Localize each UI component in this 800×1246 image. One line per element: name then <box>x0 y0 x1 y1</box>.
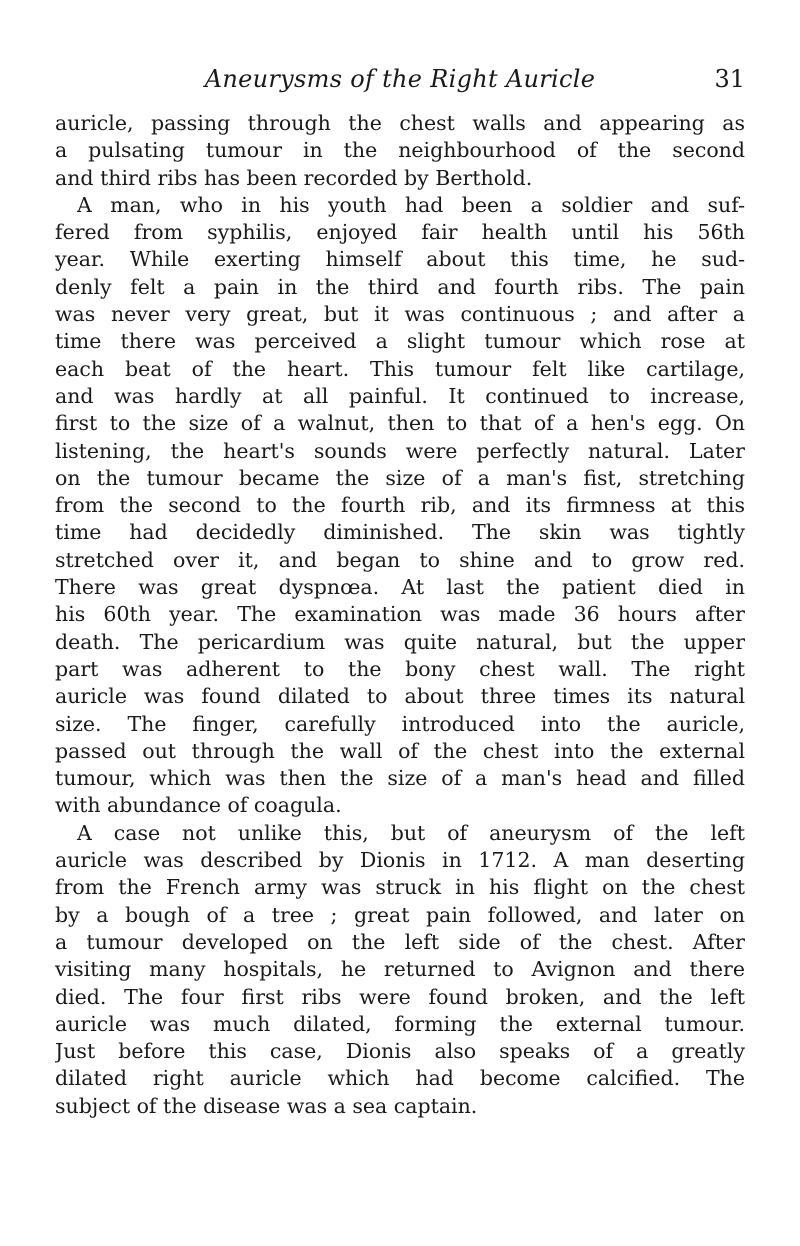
text-line: visiting many hospitals, he returned to Avignon and there <box>55 957 745 982</box>
text-line: and was hardly at all painful. It continued to increase, <box>55 383 745 408</box>
text-line: first to the size of a walnut, then to that of a hen's egg. On <box>55 411 745 436</box>
text-line: tumour, which was then the size of a man's head and filled <box>55 766 745 791</box>
paragraph <box>55 192 745 820</box>
text-line: subject of the disease was a sea captain. <box>55 1093 478 1118</box>
text-line: dilated right auricle which had become calcified. The <box>55 1066 745 1091</box>
text-line: auricle was much dilated, forming the external tumour. <box>55 1011 745 1036</box>
page-number: 31 <box>714 65 745 93</box>
text-line: a tumour developed on the left side of the chest. After <box>55 929 745 954</box>
running-head <box>55 62 745 96</box>
text-line: passed out through the wall of the chest into the external <box>55 738 745 763</box>
text-line: fered from syphilis, enjoyed fair health until his 56th <box>55 220 745 245</box>
text-line: and third ribs has been recorded by Berthold. <box>55 165 533 190</box>
text-line: denly felt a pain in the third and fourth ribs. The pain <box>55 274 745 299</box>
running-title: Aneurysms of the Right Auricle <box>204 65 596 93</box>
text-line: his 60th year. The examination was made 36 hours after <box>55 602 745 627</box>
text-line: auricle was described by Dionis in 1712. A man deserting <box>55 848 745 873</box>
text-line: with abundance of coagula. <box>55 793 342 818</box>
text-line: listening, the heart's sounds were perfectly natural. Later <box>55 438 745 463</box>
text-line: each beat of the heart. This tumour felt like cartilage, <box>55 356 745 381</box>
text-line: Just before this case, Dionis also speaks of a greatly <box>55 1039 745 1064</box>
text-line: by a bough of a tree ; great pain followed, and later on <box>55 902 745 927</box>
paragraph <box>55 110 745 192</box>
text-line: died. The four first ribs were found broken, and the left <box>55 984 745 1009</box>
text-line: year. While exerting himself about this time, he sud- <box>55 247 745 272</box>
text-line: part was adherent to the bony chest wall. The right <box>55 656 745 681</box>
text-line: a pulsating tumour in the neighbourhood of the second <box>55 138 745 163</box>
text-line: on the tumour became the size of a man's fist, stretching <box>55 465 745 490</box>
body-text <box>55 110 745 1120</box>
text-line: auricle was found dilated to about three times its natural <box>55 684 745 709</box>
text-line: There was great dyspnœa. At last the patient died in <box>55 575 745 600</box>
text-line: A case not unlike this, but of aneurysm of the left <box>77 820 745 845</box>
text-line: was never very great, but it was continuous ; and after a <box>55 302 745 327</box>
text-line: death. The pericardium was quite natural, but the upper <box>55 629 745 654</box>
paragraph <box>55 820 745 1120</box>
text-line: size. The finger, carefully introduced into the auricle, <box>55 711 745 736</box>
text-line: from the French army was struck in his flight on the chest <box>55 875 745 900</box>
text-line: time there was perceived a slight tumour which rose at <box>55 329 745 354</box>
text-line: auricle, passing through the chest walls and appearing as <box>55 111 745 135</box>
text-line: A man, who in his youth had been a soldier and suf- <box>77 192 745 217</box>
text-line: from the second to the fourth rib, and its firmness at this <box>55 493 745 518</box>
text-line: time had decidedly diminished. The skin was tightly <box>55 520 745 545</box>
text-line: stretched over it, and began to shine and to grow red. <box>55 547 745 572</box>
